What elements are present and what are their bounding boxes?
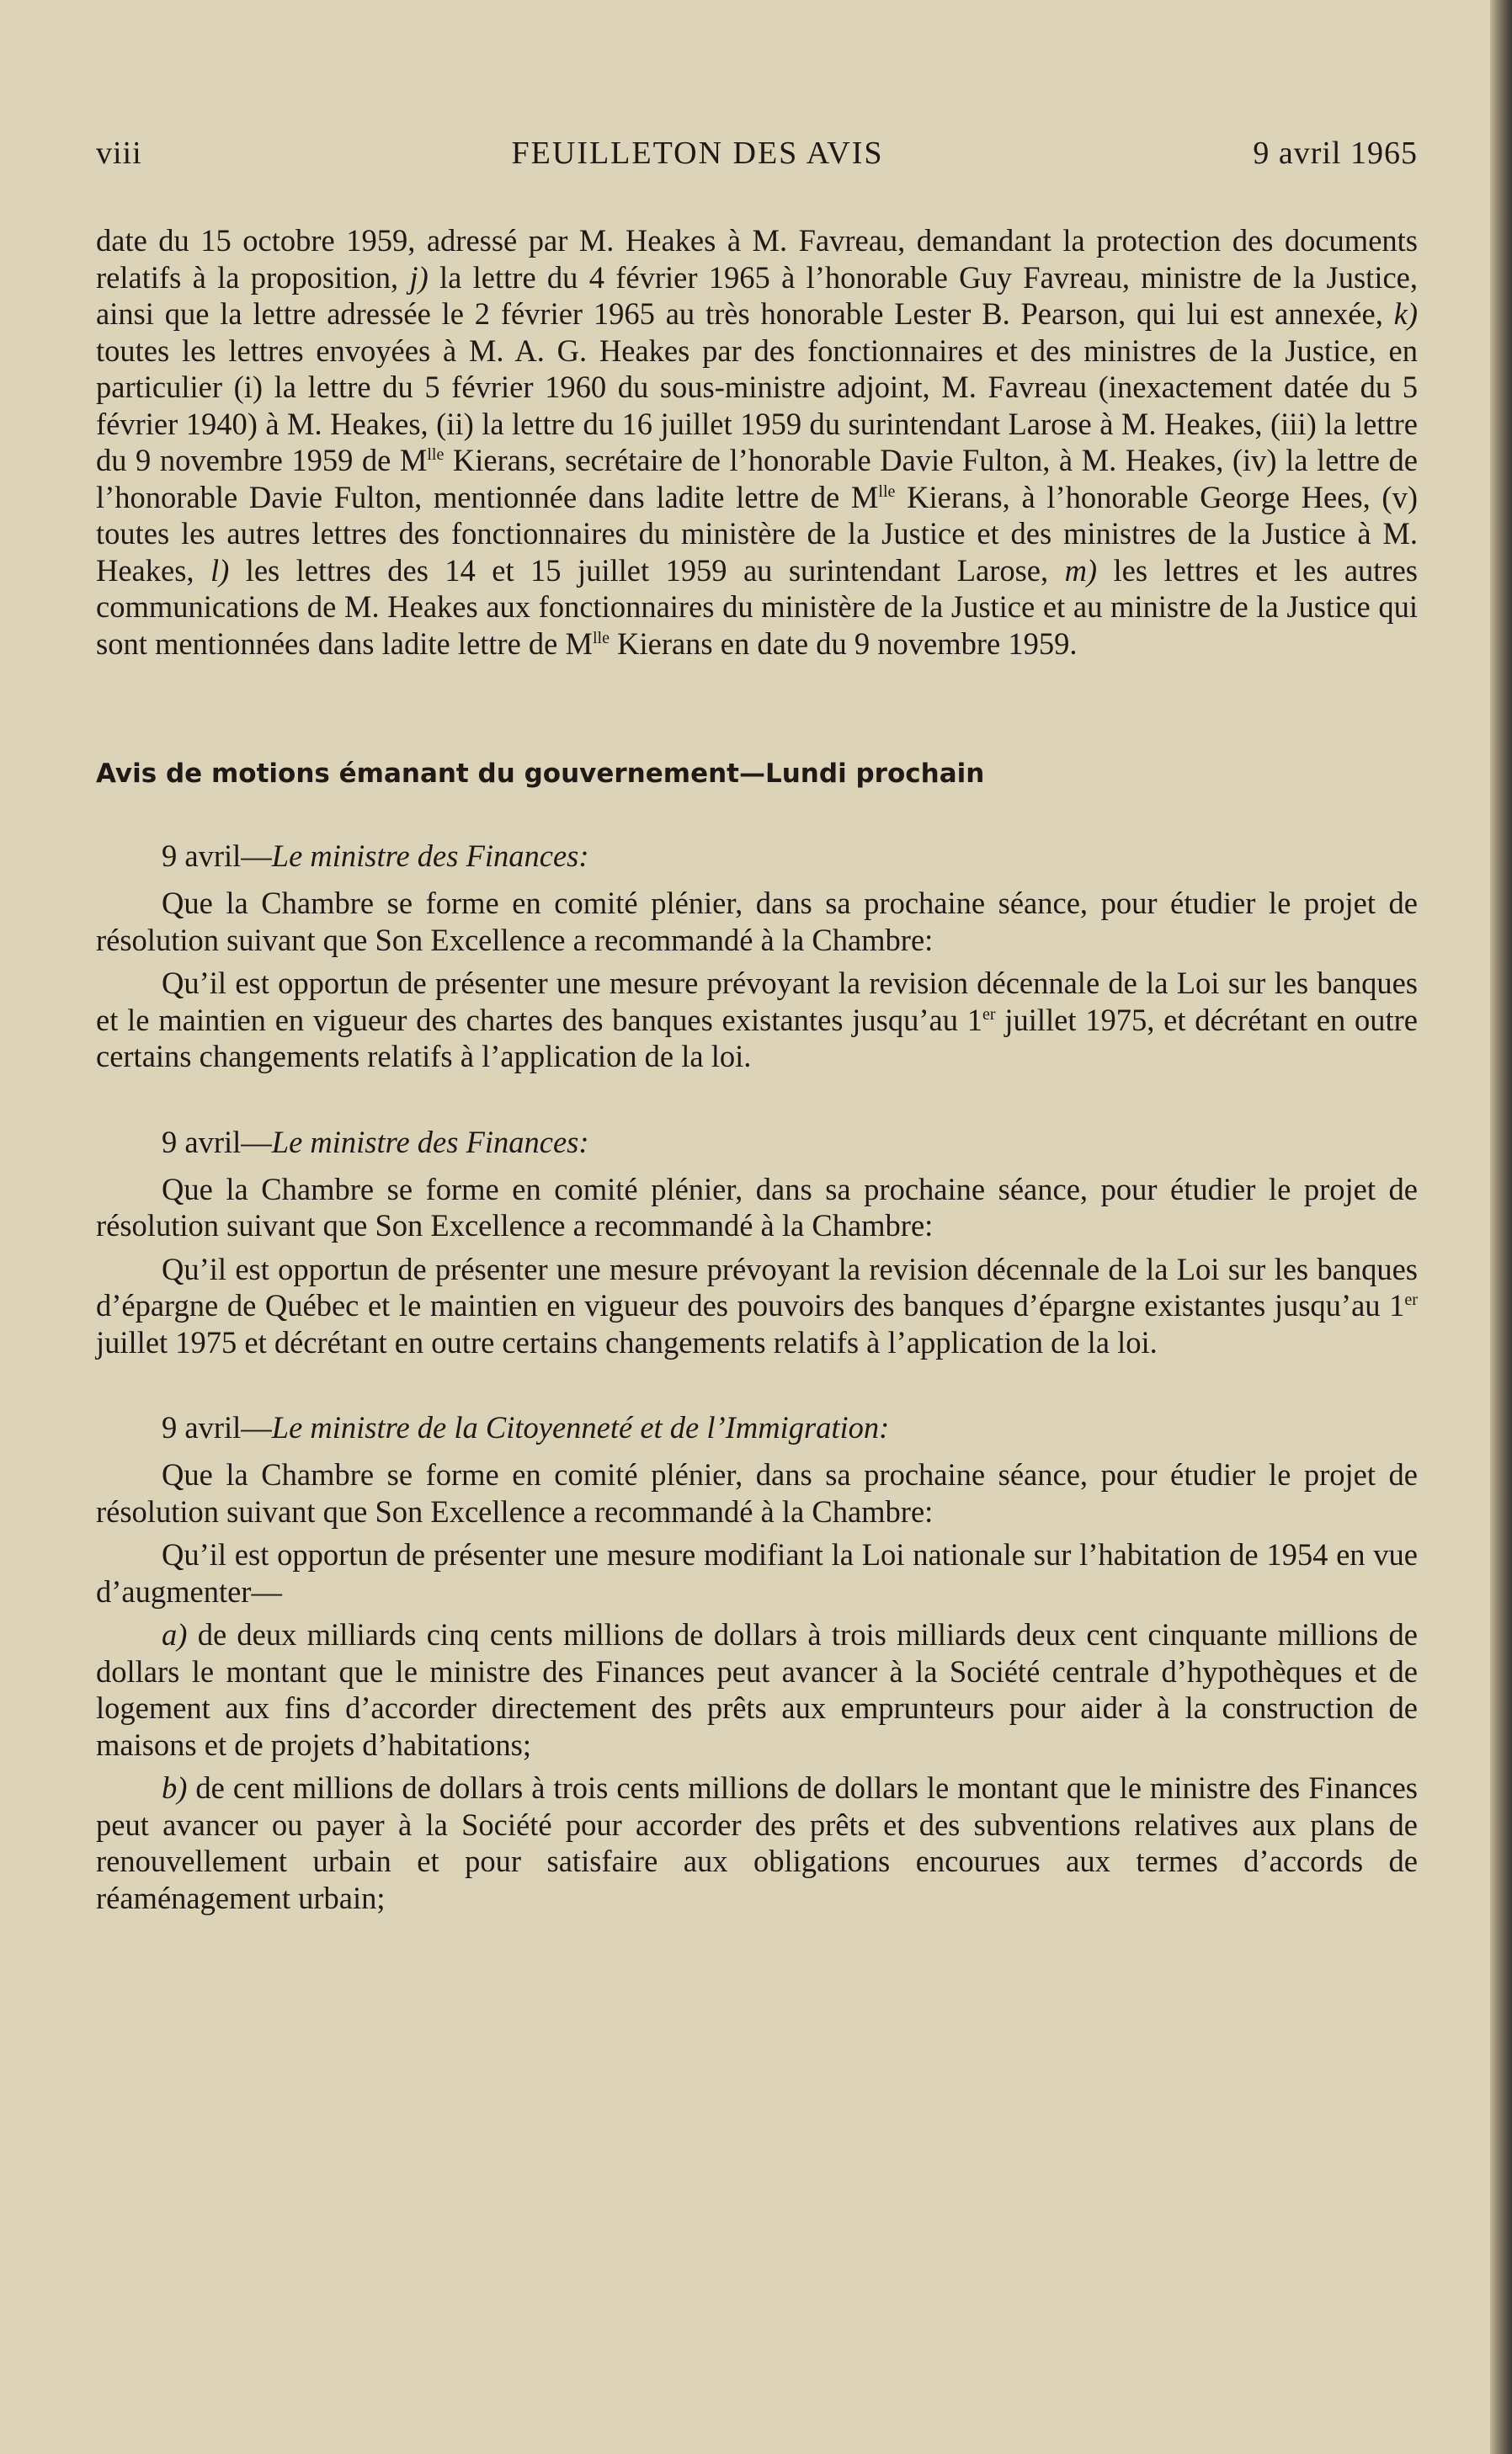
document-page: [96, 135, 1418, 1923]
issue-date: 9 avril 1965: [1253, 136, 1418, 171]
minister-name: Le ministre de la Citoyenneté et de l’Immigration:: [271, 1410, 890, 1445]
motion-heading: 9 avril—Le ministre des Finances:: [162, 838, 589, 873]
list-label-k: k): [1393, 296, 1418, 331]
list-label-j: j): [409, 259, 429, 295]
resolution-item-b: b) de cent millions de dollars à trois cents millions de dollars le montant que le ministre des Finances peut avancer ou payer à la Société pour accorder des prêts et des subventions relatives aux plans de renouvellement urbain et pour satisfaire aux obligations encourues aux termes d’accords de réaménagement urbain;: [96, 1770, 1418, 1915]
page-edge-shadow: [1490, 0, 1512, 2454]
motion-heading: 9 avril—Le ministre de la Citoyenneté et de l’Immigration:: [162, 1410, 890, 1445]
list-label-l: l): [210, 552, 230, 588]
motion-3: [96, 1409, 1418, 1916]
motion-2: [96, 1124, 1418, 1361]
list-label-m: m): [1064, 552, 1098, 588]
continuation-paragraph: date du 15 octobre 1959, adressé par M. Heakes à M. Favreau, demandant la protection des documents relatifs à la proposition, j) la lettre du 4 février 1965 à l’honorable Guy Favreau, ministre de la Justice, ainsi que la lettre adressée le 2 février 1965 au très honorable Lester B. Pearson, qui lui est annexée, k) toutes les lettres envoyées à M. A. G. Heakes par des fonctionnaires et des ministres de la Justice, en particulier (i) la lettre du 5 février 1960 du sous-ministre adjoint, M. Favreau (inexactement datée du 5 février 1940) à M. Heakes, (ii) la lettre du 16 juillet 1959 du surintendant Larose à M. Heakes, (iii) la lettre du 9 novembre 1959 de $M^{lle}$ Kierans, secrétaire de l’honorable Davie Fulton, à M. Heakes, (iv) la lettre de l’honorable Davie Fulton, mentionnée dans ladite lettre de $M^{lle}$ Kierans, à l’honorable George Hees, (v) toutes les autres lettres des fonctionnaires du ministère de la Justice et des ministres de la Justice à M. Heakes, l) les lettres des 14 et 15 juillet 1959 au surintendant Larose, m) les lettres et les autres communications de M. Heakes aux fonctionnaires du ministère de la Justice et au ministre de la Justice qui sont mentionnées dans ladite lettre de $M^{lle}$ Kierans en date du 9 novembre 1959.: [96, 223, 1418, 661]
motion-text: Que la Chambre se forme en comité plénier, dans sa prochaine séance, pour étudier le projet de résolution suivant que Son Excellence a recommandé à la Chambre:: [96, 886, 1418, 957]
motion-text: Que la Chambre se forme en comité plénier, dans sa prochaine séance, pour étudier le projet de résolution suivant que Son Excellence a recommandé à la Chambre:: [96, 1171, 1418, 1243]
motion-heading: 9 avril—Le ministre des Finances:: [162, 1124, 589, 1159]
motion-text: Que la Chambre se forme en comité plénier, dans sa prochaine séance, pour étudier le projet de résolution suivant que Son Excellence a recommandé à la Chambre:: [96, 1457, 1418, 1529]
page-number: viii: [96, 136, 142, 171]
publication-title: FEUILLETON DES AVIS: [511, 136, 884, 171]
resolution-text: Qu’il est opportun de présenter une mesure modifiant la Loi nationale sur l’habitation de 1954 en vue d’augmenter—: [96, 1537, 1418, 1609]
motion-1: [96, 838, 1418, 1075]
minister-name: Le ministre des Finances:: [271, 838, 589, 873]
resolution-text: Qu’il est opportun de présenter une mesure prévoyant la revision décennale de la Loi sur les banques et le maintien en vigueur des chartes des banques existantes jusqu’au 1er juillet 1975, et décrétant en outre certains changements relatifs à l’application de la loi.: [96, 966, 1418, 1073]
running-header: [96, 135, 1418, 172]
minister-name: Le ministre des Finances:: [271, 1124, 589, 1159]
resolution-text: Qu’il est opportun de présenter une mesure prévoyant la revision décennale de la Loi sur les banques d’épargne de Québec et le maintien en vigueur des pouvoirs des banques d’épargne existantes jusqu’au 1er juillet 1975 et décrétant en outre certains changements relatifs à l’application de la loi.: [96, 1251, 1418, 1360]
section-heading: Avis de motions émanant du gouvernement—Lundi prochain: [96, 759, 985, 789]
resolution-item-a: a) de deux milliards cinq cents millions de dollars à trois milliards deux cent cinquante millions de dollars le montant que le ministre des Finances peut avancer à la Société centrale d’hypothèques et de logement aux fins d’accorder directement des prêts aux emprunteurs pour aider à la construction de maisons et de projets d’habitations;: [96, 1617, 1418, 1762]
